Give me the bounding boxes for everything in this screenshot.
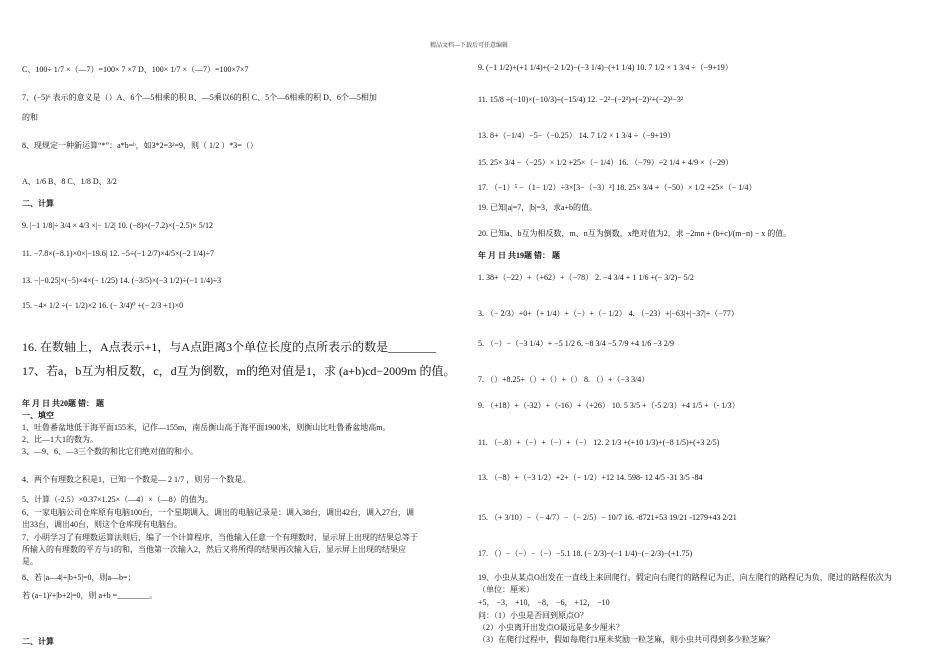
right-question-line: 15. （+ 3/10）−（− 4/7）−（− 2/5）− 10/7 16. -8721+53 19/21 -1279+43 2/21 xyxy=(478,513,737,522)
left-question-line: A、1/6 B、8 C、1/8 D、3/2 xyxy=(22,177,117,186)
right-question-line: 20. 已知a、b互为相反数，m、n互为倒数，x绝对值为2，求 −2mn + (b+c)/(m−n) − x 的值。 xyxy=(478,229,792,238)
left-question-line: 年 月 日 共20题 错： 题 xyxy=(22,399,104,408)
right-question-line: 17. （−1）⁵ −（1− 1/2）÷3×[3−（−3）²] 18. 25× 3/4 +（−50）× 1/2 +25×（− 1/4） xyxy=(478,183,757,192)
right-question-line: 13. 8+（−1/4）−5−（−0.25） 14. 7 1/2 × 1 3/4 ÷（−9+19） xyxy=(478,131,676,140)
page-header: 精品文档---下载后可任意编辑 xyxy=(430,43,508,49)
right-question-line: （3）在爬行过程中，假如每爬行1厘米奖励一粒芝麻，则小虫共可得到多少粒芝麻？ xyxy=(478,635,774,644)
left-question-line: 是。 xyxy=(22,557,38,566)
right-question-line: 年 月 日 共19题 错： 题 xyxy=(478,251,560,260)
left-question-line: 5、计算（-2.5）×0.37×1.25×（—4）×（—8）的值为。 xyxy=(22,495,213,504)
right-question-line: 13. （−8）+（−3 1/2）+2+（− 1/2）+12 14. 598- 12 4/5 -31 3/5 -84 xyxy=(478,473,703,482)
left-question-line: 3、—9、6、—3三个数的和比它们绝对值的和小。 xyxy=(22,447,198,456)
left-question-line: 9. |−1 1/8|÷ 3/4 × 4/3 ×|− 1/2| 10. (−8)×(−7.2)×(−2.5)× 5/12 xyxy=(22,221,214,230)
right-question-line: 11. 15/8 ÷(−10)×(−10/3)÷(−15/4) 12. −2²−(−2²)+(−2)²+(−2)³−3² xyxy=(478,95,684,104)
right-question-line: 15. 25× 3/4 −（−25）× 1/2 +25×（− 1/4）16. （−79）÷2 1/4 + 4/9 ×（−29） xyxy=(478,158,734,167)
right-question-line: 17. （）−（−）−（−）−5.1 18. (− 2/3)−(−1 1/4)−(− 2/3)−(+1.75) xyxy=(478,549,693,558)
left-question-line: 二、计算 xyxy=(22,199,54,208)
right-question-line: 19. 已知|a|=7，|b|=3，求a+b的值。 xyxy=(478,203,598,212)
left-question-line: 一、填空 xyxy=(22,411,54,420)
right-question-line: 1. 38+（−22）+（+62）+（−78） 2. −4 3/4 + 1 1/6 +(− 3/2)− 5/2 xyxy=(478,273,694,282)
left-question-line: 的和 xyxy=(22,113,38,122)
left-question-line: 8、现规定一种新运算“*”：a*b=ᵇ，如3*2=3²=9，则（ 1/2 ）*3=（） xyxy=(22,141,258,150)
right-question-line: （单位：厘米） xyxy=(478,585,534,594)
left-question-line: 17、若a，b互为相反数，c，d互为倒数，m的绝对值是1，求 (a+b)cd−2009m 的值。 xyxy=(22,364,456,378)
left-question-line: 2、比—1大1的数为。 xyxy=(22,435,98,444)
right-question-line: 9. （+18）+（-32）+（-16）+（+26） 10. 5 3/5 +（-5 2/3）+4 1/5 +（- 1/3） xyxy=(478,401,740,410)
left-question-line: 若 (a−1)²+|b+2|=0，则 a+b =________。 xyxy=(22,591,158,600)
left-question-line: 4、两个有理数之积是1，已知一个数是— 2 1/7 ，则另一个数是。 xyxy=(22,475,251,484)
right-question-line: 3. （− 2/3）+0+（+ 1/4）+（−）+（− 1/2） 4. （−23）+|−63|+|−37|+（−77） xyxy=(478,309,739,318)
left-question-line: 13. −|−0.25|×(−5)×4×(− 1/25) 14. (−3/5)×(−3 1/2)÷(−1 1/4)÷3 xyxy=(22,276,222,285)
left-question-line: 1、吐鲁番盆地低于海平面155米，记作—155m，南岳衡山高于海平面1900米，则衡山比吐鲁番盆地高m。 xyxy=(22,423,391,432)
left-question-line: 7、(−5)⁶ 表示的意义是（）A、6个—5相乘的积 B、—5乘以6的积 C、5个—6相乘的积 D、6个—5相加 xyxy=(22,93,377,102)
left-question-line: 8、若 |a—4|+|b+5|=0，则a—b=； xyxy=(22,573,136,582)
right-question-line: 问：（1）小虫是否回到原点O？ xyxy=(478,611,588,620)
left-question-line: C、100÷ 1/7 ×（—7）=100× 7 ×7 D、100× 1/7 ×（—7）=100×7×7 xyxy=(22,65,249,74)
left-question-line: 16. 在数轴上，A点表示+1，与A点距离3个单位长度的点所表示的数是________ xyxy=(22,340,437,354)
left-question-line: 所输入的有理数的平方与1的和，当他第一次输入2，然后又将所得的结果再次输入后，显示屏上出现的结果应 xyxy=(22,545,406,554)
right-question-line: 19、小虫从某点O出发在一直线上来回爬行，假定向右爬行的路程记为正，向左爬行的路程记为负，爬过的路程依次为 xyxy=(478,573,892,582)
right-question-line: 11. （−.8）+（−）+（−）+（−） 12. 2 1/3 +(+10 1/3)+(−8 1/5)+(+3 2/5) xyxy=(478,438,720,447)
right-question-line: 5. （−）−（−3 1/4）+ −5 1/2 6. −8 3/4 −5 7/9 +4 1/6 −3 2/9 xyxy=(478,339,674,348)
left-question-line: 二、计算 xyxy=(22,637,54,646)
left-question-line: 7、小明学习了有理数运算法则后，编了一个计算程序，当他输入任意一个有理数时，显示屏上出现的结果总等于 xyxy=(22,533,418,542)
right-question-line: +5， −3， +10， −8， −6， +12， −10 xyxy=(478,598,610,607)
left-question-line: 11. −7.8×(−8.1)×0×|−19.6| 12. −5÷(−1 2/7)×4/5×(−2 1/4)÷7 xyxy=(22,249,214,258)
left-question-line: 出33台，调出40台，则这个仓库现有电脑台。 xyxy=(22,520,182,529)
left-question-line: 6、一家电脑公司仓库原有电脑100台，一个星期调入、调出的电脑记录是：调入38台，调出42台，调入27台，调 xyxy=(22,508,414,517)
right-question-line: （2）小虫离开出发点O最远是多少厘米？ xyxy=(478,623,624,632)
left-question-line: 15. −4× 1/2 ÷(− 1/2)×2 16. (− 3/4)⁰ +(− 2/3 +1)×0 xyxy=(22,301,184,310)
right-question-line: 7. （）+8.25+（）+（）+（） 8. （）+（−3 3/4） xyxy=(478,375,650,384)
right-question-line: 9. (−1 1/2)+(+1 1/4)+(−2 1/2)−(−3 1/4)−(+1 1/4) 10. 7 1/2 × 1 3/4 ÷（−9+19） xyxy=(478,63,733,72)
